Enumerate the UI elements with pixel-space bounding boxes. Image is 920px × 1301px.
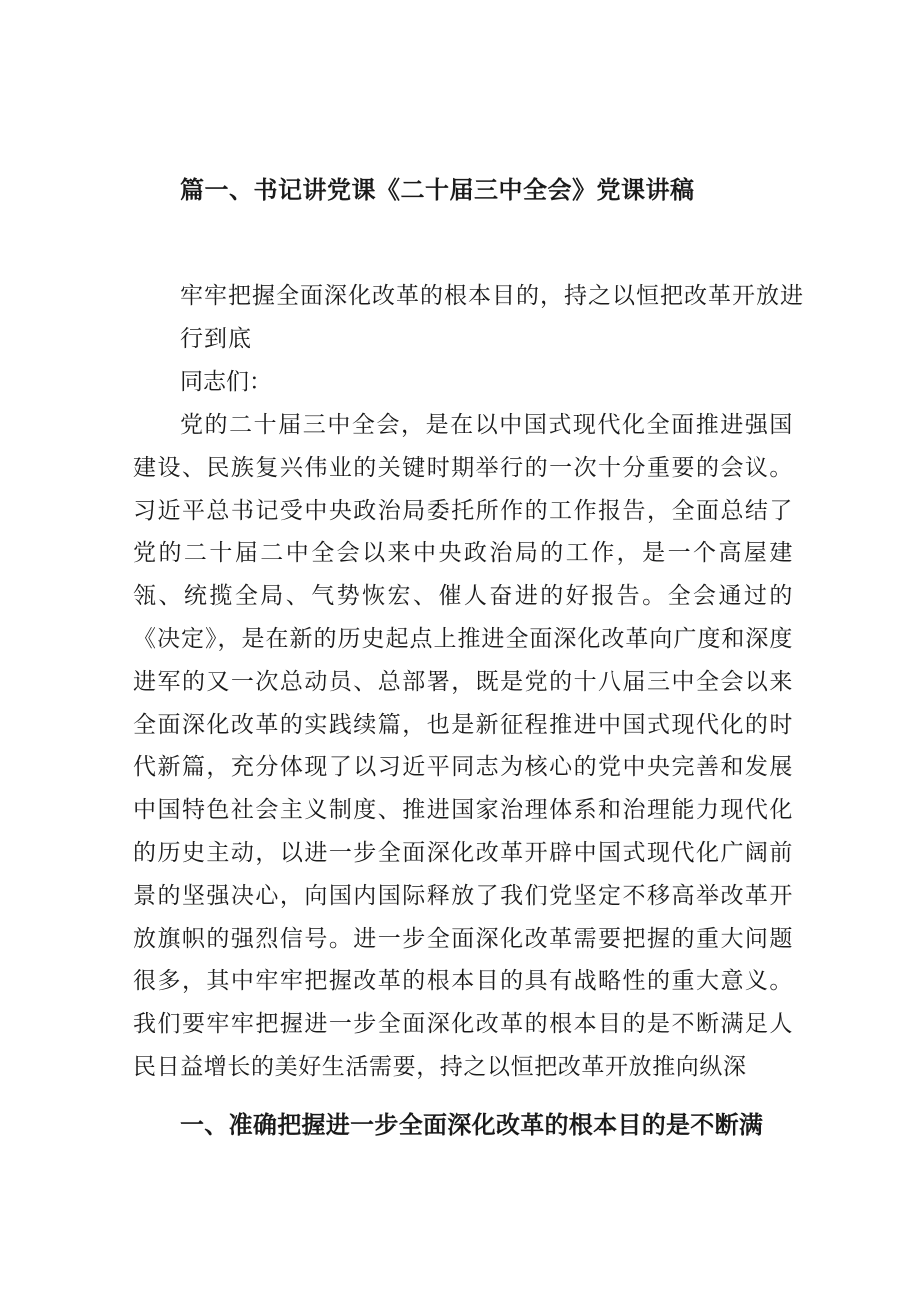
salutation: 同志们：	[180, 369, 272, 395]
document-subtitle: 牢牢把握全面深化改革的根本目的，持之以恒把改革开放进行到底	[180, 283, 804, 352]
body-paragraph: 党的二十届三中全会，是在以中国式现代化全面推进强国建设、民族复兴伟业的关键时期举行的一次十分重要的会议。习近平总书记受中央政治局委托所作的工作报告，全面总结了党的二十届二中全会以来中央政治局的工作，是一个高屋建瓴、统揽全局、气势恢宏、催人奋进的好报告。全会通过的《决定》，是在新的历史起点上推进全面深化改革向广度和深度进军的又一次总动员、总部署，既是党的十八届三中全会以来全面深化改革的实践续篇，也是新征程推进中国式现代化的时代新篇，充分体现了以习近平同志为核心的党中央完善和发展中国特色社会主义制度、推进国家治理体系和治理能力现代化的历史主动，以进一步全面深化改革开辟中国式现代化广阔前景的坚强决心，向国内国际释放了我们党坚定不移高举改革开放旗帜的强烈信号。进一步全面深化改革需要把握的重大问题很多，其中牢牢把握改革的根本目的具有战略性的重大意义。我们要牢牢把握进一步全面深化改革的根本目的是不断满足人民日益增长的美好生活需要，持之以恒把改革开放推向纵深	[133, 412, 793, 1080]
document-title: 篇一、书记讲党课《二十届三中全会》党课讲稿	[180, 176, 695, 204]
section-heading: 一、准确把握进一步全面深化改革的根本目的是不断满	[180, 1111, 764, 1139]
